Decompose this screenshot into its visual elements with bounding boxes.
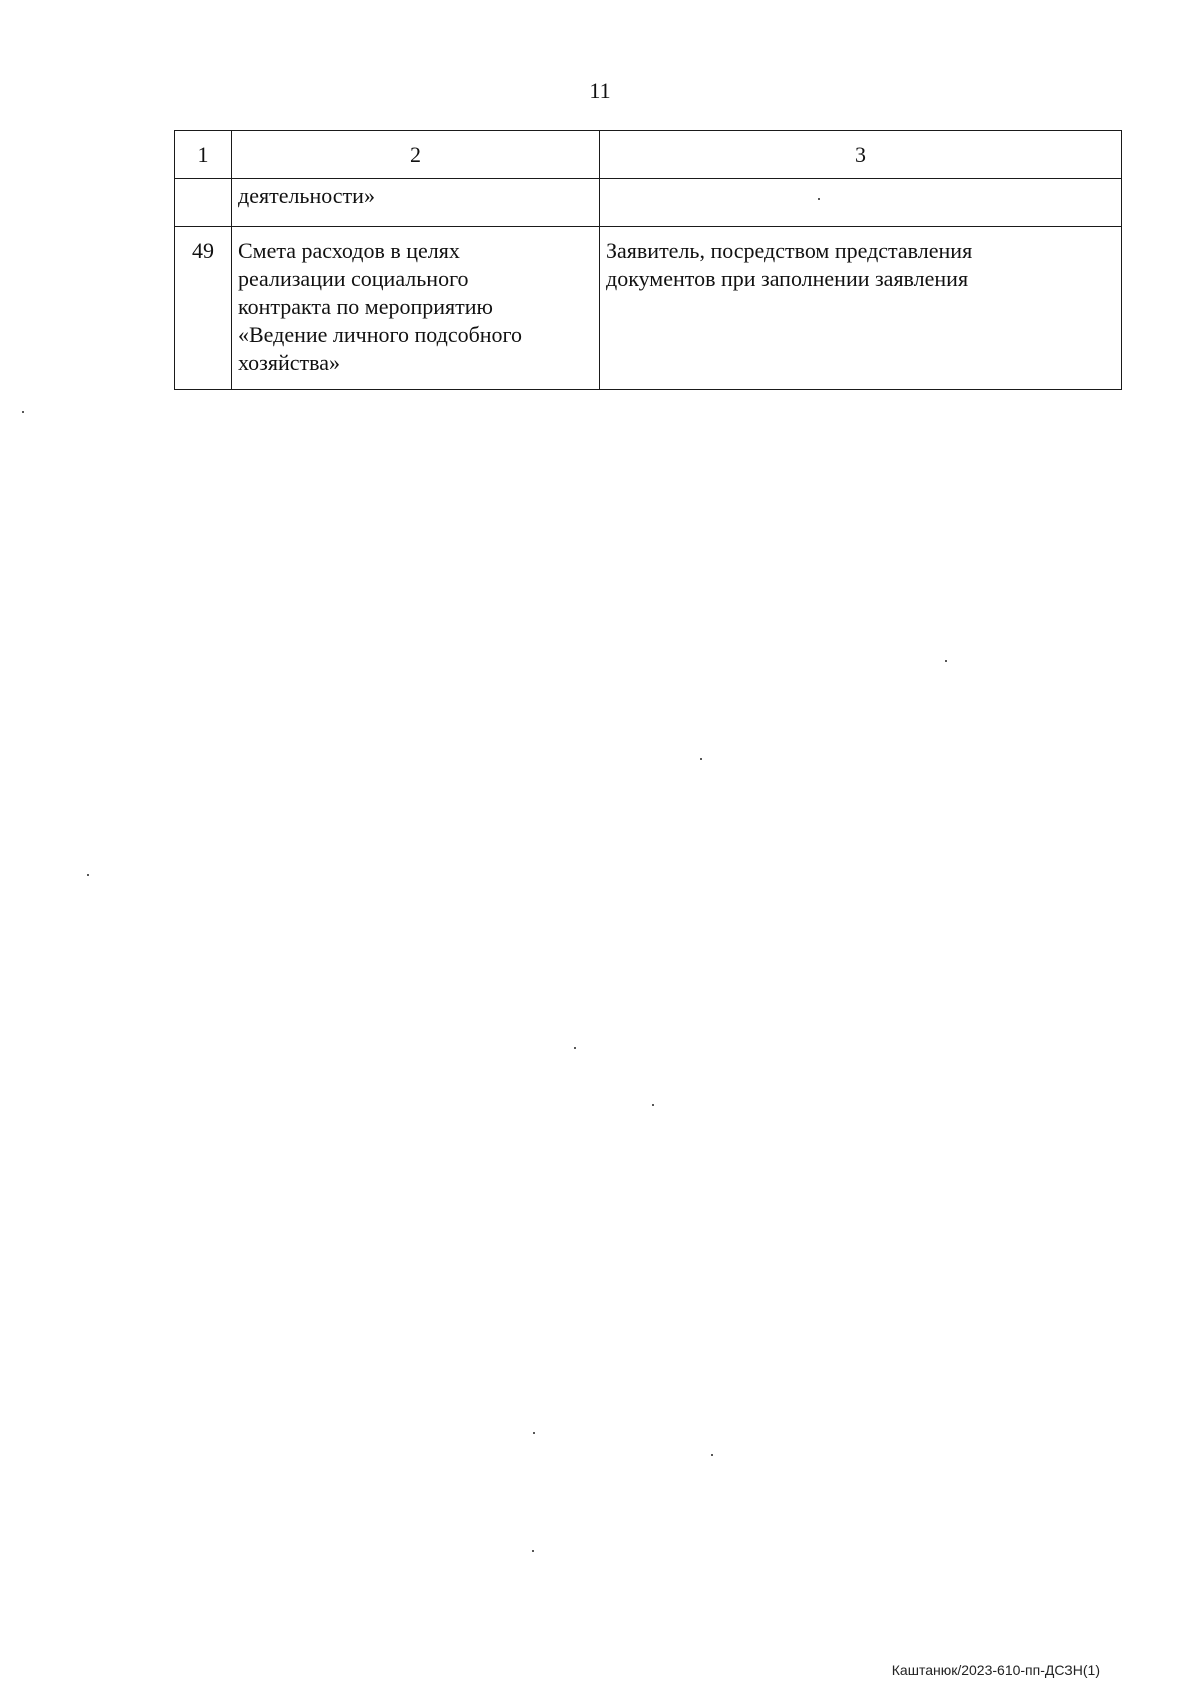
scan-speck — [652, 1104, 654, 1106]
header-cell-1: 1 — [175, 131, 232, 179]
page-number: 11 — [589, 78, 611, 103]
source-cell: Заявитель, посредством представления документов при заполнении заявления — [600, 227, 1122, 390]
scan-speck — [532, 1550, 534, 1552]
scan-speck — [818, 198, 820, 200]
source-cell — [600, 179, 1122, 227]
document-code: Каштанюк/2023-610-пп-ДСЗН(1) — [891, 1662, 1100, 1678]
table-row — [175, 179, 1122, 227]
row-number-cell: 49 — [175, 227, 232, 390]
table-row — [175, 227, 1122, 390]
document-name-cell: деятельности» — [232, 179, 600, 227]
document-name-cell: Смета расходов в целях реализации социального контракта по мероприятию «Ведение личного подсобного хозяйства» — [232, 227, 600, 390]
scan-speck — [22, 411, 24, 413]
document-table — [174, 130, 1122, 390]
header-cell-2: 2 — [232, 131, 600, 179]
scan-speck — [533, 1432, 535, 1434]
scan-speck — [945, 660, 947, 662]
scan-speck — [87, 874, 89, 876]
header-cell-3: 3 — [600, 131, 1122, 179]
scan-speck — [700, 758, 702, 760]
row-number-cell — [175, 179, 232, 227]
scan-speck — [574, 1047, 576, 1049]
scan-speck — [711, 1454, 713, 1456]
table-header-row — [175, 131, 1122, 179]
